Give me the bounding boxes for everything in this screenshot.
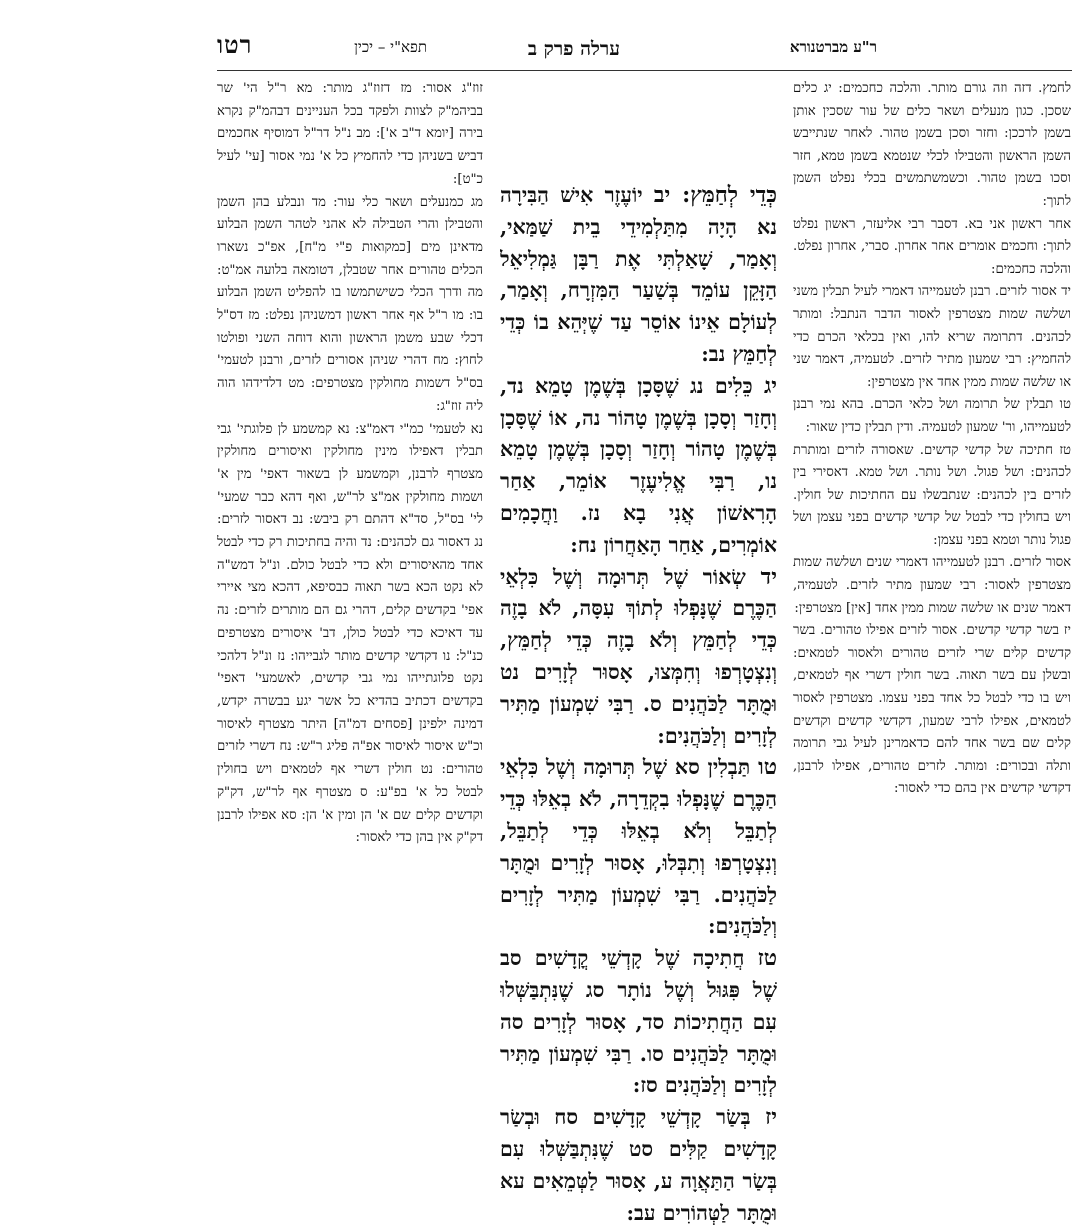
mishnah-12 — [500, 180, 777, 371]
bartenura-paragraph: אסור לזרים. רבנן לטעמייהו דאמרי שנים ושלשה שמות מצטרפין לאסור: רבי שמעון מתיר לזרים. לטעמיה, דאמר שנים או שלשה שמות ממין אחד [אין] מצטרפין: — [793, 555, 1071, 616]
page-number: רטו — [217, 30, 253, 59]
mishnah-17-number: יז — [765, 1104, 777, 1131]
mishnah-17 — [500, 1102, 777, 1229]
bartenura-commentary-column — [793, 78, 1071, 801]
mishnah-14 — [500, 562, 777, 753]
mishnah-15-number: טו — [758, 754, 777, 781]
mishnah-13 — [500, 371, 777, 562]
bartenura-paragraph: אחר ראשון אני בא. דסבר רבי אליעזר, ראשון נפלט לתוך: וחכמים אומרים אחר אחרון. סברי, אחרון נפלט. והלכה כחכמים: — [793, 216, 1071, 277]
bartenura-paragraph: יד אסור לזרים. רבנן לטעמייהו דאמרי לעיל תבלין משני ושלשה שמות מצטרפין לאסור הדבר הנתבל: ומותר לכהנים. דתרומה שריא להו, ואין בכלאי הכרם כדי להחמיץ: רבי שמעון מתיר לזרים. לטעמיה, דאמר שני או שלשה שמות ממין אחד אין מצטרפין: — [793, 284, 1071, 390]
mishnah-16 — [500, 943, 777, 1102]
mishnah-16-number: טז — [757, 945, 777, 972]
bartenura-paragraph: טז חתיכה של קדשי קדשים. שאסורה לזרים ומותרת לכהנים: ושל פגול. ושל נותר. ושל טמא. דאסירי בין לזרים בין לכהנים: שנתבשלו עם החתיכות של חולין. ויש בחולין כדי לבטל של קדשי קדשים בפני עצמן ושל פגול נותר וטמא בפני עצמן: — [793, 442, 1071, 548]
yachin-paragraph: זוז"ג אסור: מז דזוז"ג מותר: מא ר"ל הי' שר בביהמ"ק לצוות ולפקד בכל העניינים דבהמ"ק נקרא בירה [יומא ד"ב א']: מב נ"ל דר"ל דמוסיף אחכמים דביש בשניהן כדי להחמיץ כל א' נמי אסור [עי' לעיל כ"ט]: — [217, 81, 483, 187]
mishnah-text-column — [500, 180, 777, 1229]
mishnah-15 — [500, 752, 777, 943]
bartenura-paragraph: טו תבלין של תרומה ושל כלאי הכרם. בהא נמי רבנן לטעמייהו, ור' שמעון לטעמיה. ודין תבלין כדין שאור: — [793, 397, 1071, 435]
tractate-chapter-title: ערלה פרק ב — [527, 38, 620, 60]
yachin-paragraph: נא לטעמי' כמ"י דאמ"צ: נא קמשמע לן פלוגתי' גבי תבלין דאפילו מינין מחולקין ואיסורים מחולקין מצטרף לרבנן, וקמשמע לן בשאור דאפי' מין א' ושמות מחולקין אמ"צ לר"ש, ואף דהא כבר שמעי' לי' בס"ל, סד"א דהתם רק ביבש: נב דאסור לזרים: נג דאסור גם לכהנים: נד והיה בחתיכות רק כדי לבטל אחד מהאיסורים ולא כדי לבטל כולם. ונ"ל דמש"ה לא נקט הכא בשר תאוה כבסיפא, דהכא מצי איירי אפי' בקדשים קלים, דהרי גם הם מותרים לזרים: נה עד דאיכא כדי לבטל כולן, דב' איסורים מצטרפים כנ"ל: נו דקדשי קדשים מותר לגבייהו: נז ונ"ל דלהכי נקט פלוגתייהו נמי גבי קדשים, לאשמעי' דאפי' בקדשים דכתיב בהדיא כל אשר יגע בבשרה יקדש, דמינה ילפינן [פסחים דמ"ה] היתר מצטרף לאיסור וכ"ש איסור לאיסור אפ"ה פליג ר"ש: נח דשרי לזרים טהורים: נט חולין דשרי אף לטמאים ויש בחולין לבטל כל א' בפ"ע: ס מצטרף אף לר"ש, דק"ק וקדשים קלים שם א' הן ומין א' הן: סא אפילו לרבנן דק"ק אין בהן כדי לאסור: — [217, 421, 483, 846]
bartenura-paragraph: לחמץ. דזה וזה גורם מותר. והלכה כחכמים: יג כלים שסכן. כגון מנעלים ושאר כלים של עור שסכין אותן בשמן לרככן: וחזר וסכן בשמן טהור. לאחר שנתייבש השמן הראשון והטבילו לכלי שנטמא בשמן טמא, חזר וסכו בשמן טהור. וכשמשתמשים בכלי נפלט השמן לתוך: — [793, 81, 1071, 209]
header-rule — [217, 70, 1072, 71]
mishnah-15-text: תַּבְלִין סא שֶׁל תְּרוּמָה וְשֶׁל כִּלְאֵי הַכֶּרֶם שֶׁנָּפְלוּ בִקְדֵרָה, לֹא בְאֵלּוּ כְּדֵי לְתַבֵּל וְלֹא בְאֵלּוּ כְּדֵי לְתַבֵּל, וְנִצְטָרְפוּ וְתִבְּלוּ, אָסוּר לְזָרִים וּמֻתָּר לַכֹּהֲנִים. רַבִּי שִׁמְעוֹן מַתִּיר לְזָרִים וְלַכֹּהֲנִים: — [500, 755, 777, 939]
running-header — [228, 38, 875, 64]
mishnah-17-text: בְּשַׂר קָדְשֵׁי קָדָשִׁים סח וּבְשַׂר קָדָשִׁים קַלִּים סט שֶׁנִּתְבַּשְּׁלוּ עִם בְּשַׂר הַתַּאֲוָה ע, אָסוּר לַטְּמֵאִים עא וּמֻתָּר לַטְּהוֹרִים עב: — [500, 1105, 777, 1225]
mishnah-13-text: כֵּלִים נג שֶׁסָּכָן בְּשֶׁמֶן טָמֵא נד, וְחָזַר וְסָכָן בְּשֶׁמֶן טָהוֹר נה, אוֹ שֶׁסָּכָן בְּשֶׁמֶן טָהוֹר וְחָזַר וְסָכָן בְּשֶׁמֶן טָמֵא נו, רַבִּי אֱלִיעֶזֶר אוֹמֵר, אַחַר הָרִאשׁוֹן אֲנִי בָא נז. וַחֲכָמִים אוֹמְרִים, אַחַר הָאַחֲרוֹן נח: — [500, 373, 777, 557]
mishnah-14-text: שְׂאוֹר שֶׁל תְּרוּמָה וְשֶׁל כִּלְאֵי הַכֶּרֶם שֶׁנָּפְלוּ לְתוֹךְ עִסָּה, לֹא בָזֶה כְּדֵי לְחַמֵּץ וְלֹא בָזֶה כְּדֵי לְחַמֵּץ, וְנִצְטָרְפוּ וְחִמְּצוּ, אָסוּר לְזָרִים נט וּמֻתָּר לַכֹּהֲנִים ס. רַבִּי שִׁמְעוֹן מַתִּיר לְזָרִים וְלַכֹּהֲנִים: — [500, 564, 777, 748]
mishnah-12-number: כְּדֵי לְחַמֵּץ: יב — [653, 182, 777, 208]
mishnah-12-text: יוֹעֶזֶר אִישׁ הַבִּירָה נא הָיָה מִתַּלְמִידֵי בֵית שַׁמַּאי, וְאָמַר, שָׁאַלְתִּי אֶת רַבָּן גַּמְלִיאֵל הַזָּקֵן עוֹמֵד בְּשַׁעַר הַמִּזְרָח, וְאָמַר, לְעוֹלָם אֵינוֹ אוֹסֵר עַד שֶׁיְּהֵא בוֹ כְּדֵי לְחַמֵּץ נב: — [500, 183, 777, 366]
mishnah-13-number: יג — [763, 372, 777, 399]
mishnah-14-number: יד — [760, 563, 777, 590]
yachin-title: תפא"י – יכין — [354, 38, 427, 56]
commentary-title: ר"ע מברטנורא — [789, 38, 877, 56]
mishnah-16-text: חֲתִיכָה שֶׁל קָדְשֵׁי קֳדָשִׁים סב שֶׁל פִּגּוּל וְשֶׁל נוֹתָר סג שֶׁנִּתְבַּשְּׁלוּ עִם הַחֲתִיכוֹת סד, אָסוּר לְזָרִים סה וּמֻתָּר לַכֹּהֲנִים סו. רַבִּי שִׁמְעוֹן מַתִּיר לְזָרִים וְלַכֹּהֲנִים סז: — [500, 946, 777, 1098]
yachin-paragraph: מג כמנעלים ושאר כלי עור: מד ונבלע בהן השמן והטבילן והרי הטבילה לא אהני לטהר השמן הבלוע מדאינן מים [כמקואות פ"י מ"ח], אפ"כ נשארו הכלים טהורים אחר שטבלן, דטומאה בלועה אמ"ט: מה ודרך הכלי כשישתמשו בו להפליט השמן הבלוע בו: מו ר"ל אף אחר ראשון דמשניהן נפלט: מז דס"ל דכלי שבע משמן הראשון והוא דוחה השני ופולטו לחוץ: מח דהרי שניהן אסורים לזרים, ורבנן לטעמי' בס"ל דשמות מחולקין מצטרפים: מט דלדידהו הוה ליה זוז"ג: — [217, 194, 483, 414]
bartenura-paragraph: יז בשר קדשי קדשים. אסור לזרים אפילו טהורים. בשר קדשים קלים שרי לזרים טהורים ולאסור לטמאים: ובשלן עם בשר תאוה. בשר חולין דשרי אף לטמאים, ויש בו כדי לבטל כל אחד בפני עצמו. מצטרפין לאסור לטמאים, אפילו לרבי שמעון, דקדשי קדשים וקדשים קלים שם בשר אחד להם כדאמרינן לעיל גבי תרומה ותלה ובכורים: ומותר. לזרים טהורים, אפילו לרבנן, דקדשי קדשים אין בהם כדי לאסור: — [793, 623, 1071, 797]
yachin-commentary-column — [217, 78, 483, 850]
